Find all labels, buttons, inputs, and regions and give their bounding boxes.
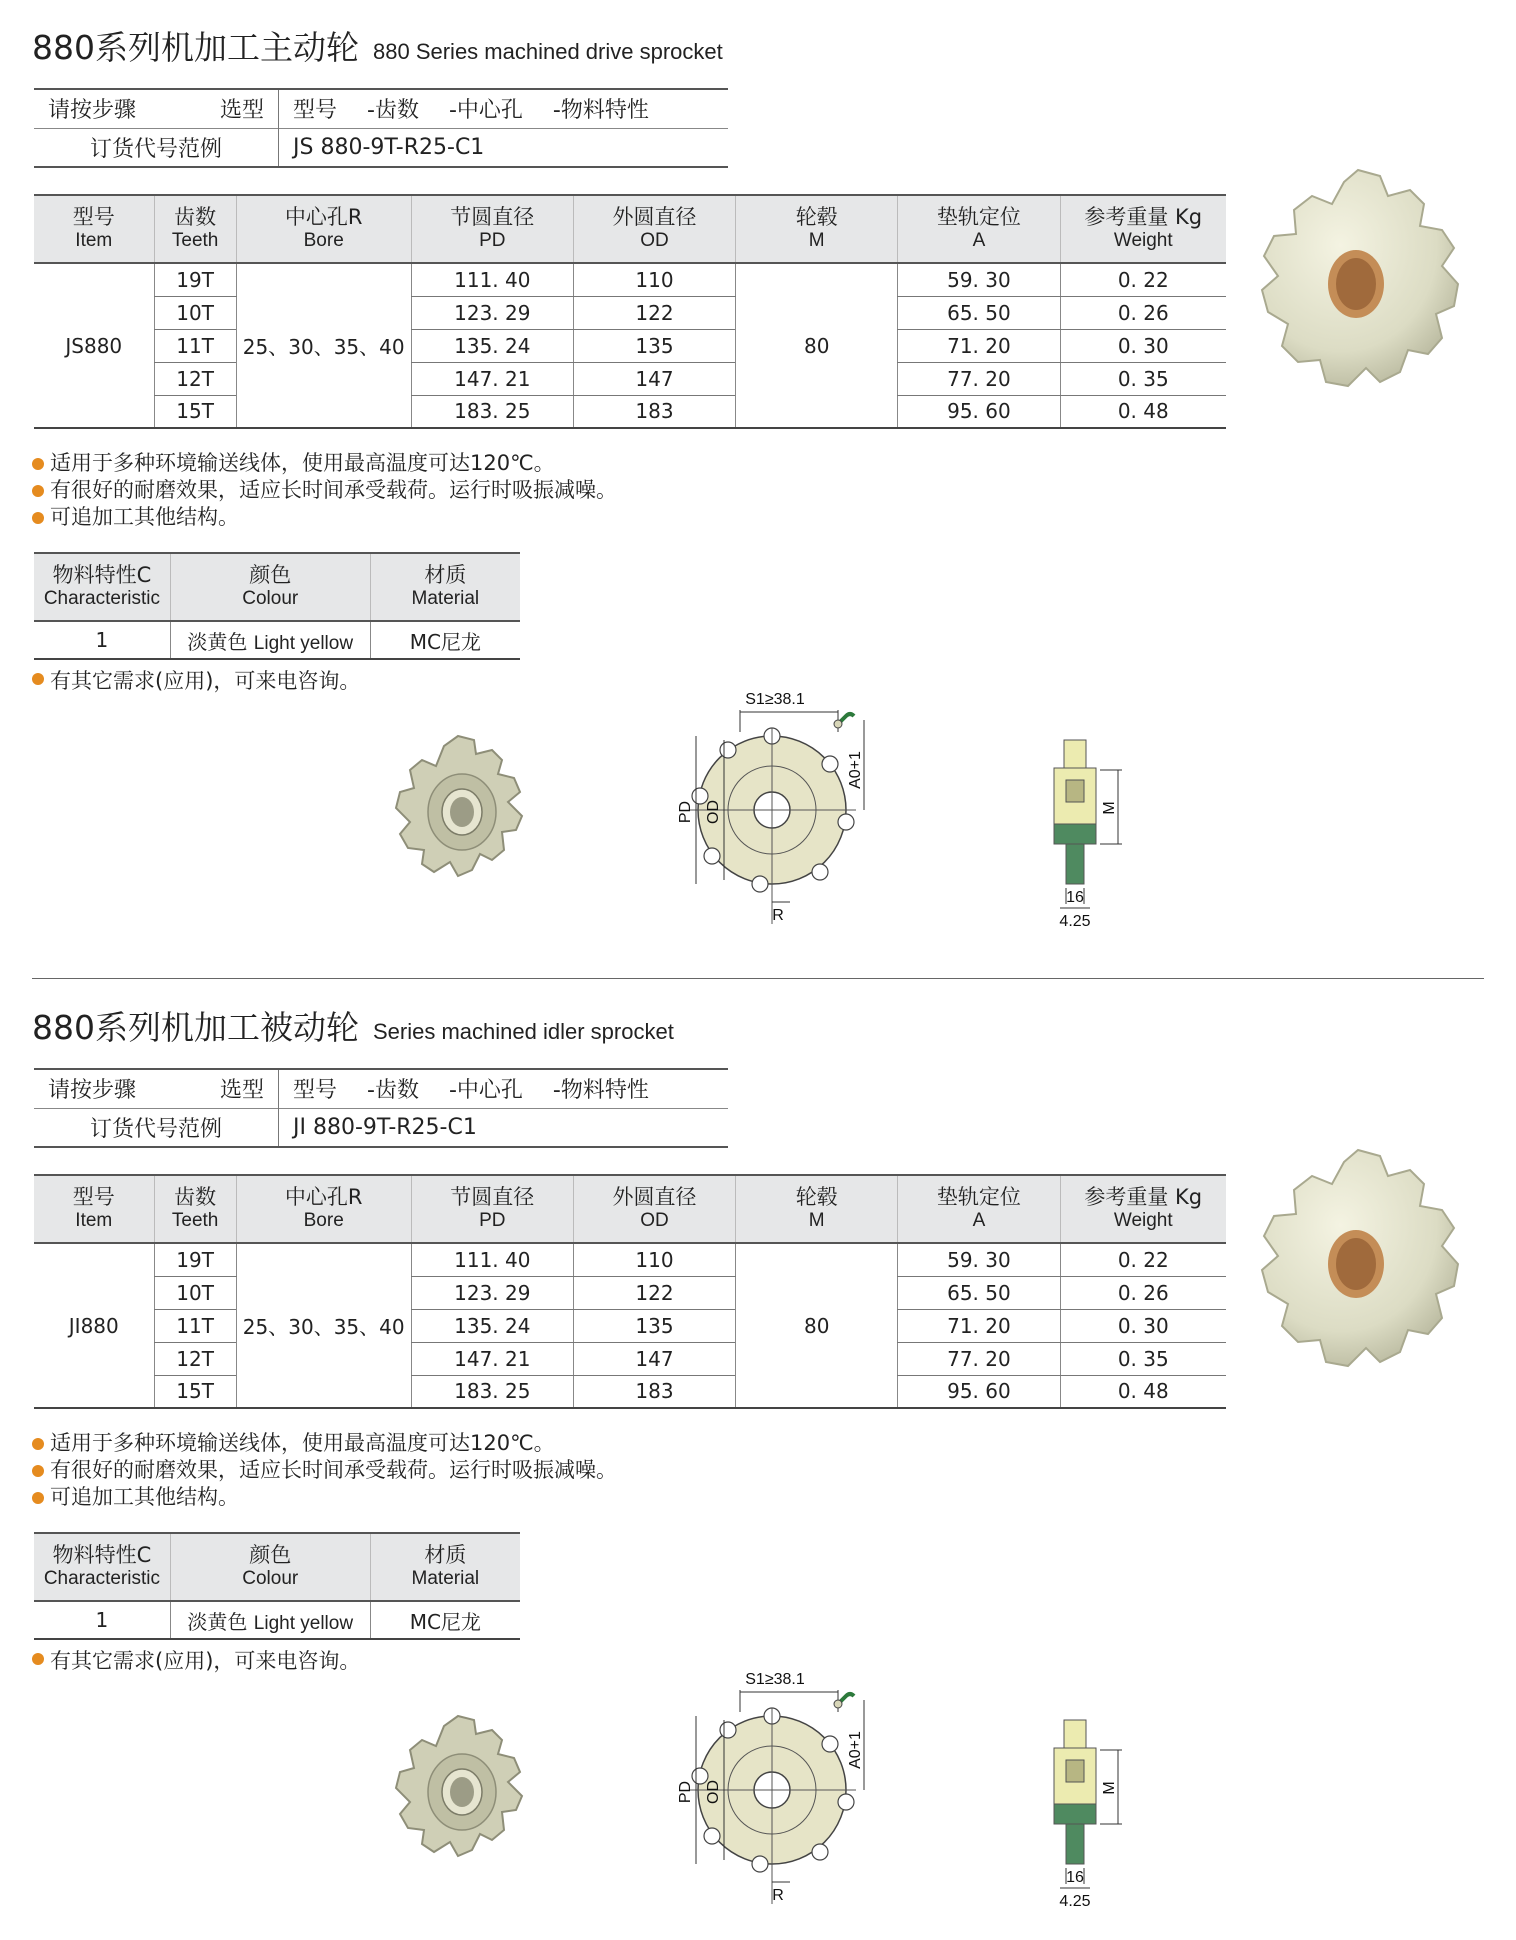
header-weight: 参考重量 Kg Weight xyxy=(1060,195,1226,263)
cell-od: 122 xyxy=(573,296,735,329)
od-dimension: OD xyxy=(705,800,722,824)
cell-od: 135 xyxy=(573,329,735,362)
header-pd: 节圆直径 PD xyxy=(411,195,573,263)
title-cn: 880系列机加工被动轮 xyxy=(32,1008,359,1047)
spec-header-row xyxy=(34,195,1226,263)
width-425-dimension: 4.25 xyxy=(1059,1893,1091,1910)
cell-weight: 0. 35 xyxy=(1060,362,1226,395)
header-material: 材质 Material xyxy=(370,553,520,621)
table-row xyxy=(34,296,1226,329)
m-dimension: M xyxy=(1101,1781,1118,1795)
table-row xyxy=(34,621,520,659)
cell-pd: 147. 21 xyxy=(411,362,573,395)
cell-hub: 80 xyxy=(736,1243,898,1408)
header-hub: 轮毂 M xyxy=(736,1175,898,1243)
sprocket-dimension-drawing xyxy=(650,688,900,938)
header-od: 外圆直径 OD xyxy=(573,195,735,263)
note-item: 可追加工其他结构。 xyxy=(32,1484,617,1511)
order-steps: 型号 -齿数 -中心孔 -物料特性 xyxy=(279,1069,729,1108)
order-example-label: 订货代号范例 xyxy=(34,1108,279,1147)
cell-a: 77. 20 xyxy=(898,1342,1060,1375)
cell-weight: 0. 26 xyxy=(1060,1276,1226,1309)
header-colour: 颜色 Colour xyxy=(170,553,370,621)
cell-a: 59. 30 xyxy=(898,1243,1060,1276)
feature-notes xyxy=(32,1430,617,1511)
cell-weight: 0. 35 xyxy=(1060,1342,1226,1375)
header-bore: 中心孔R Bore xyxy=(236,195,411,263)
order-example-value: JI 880-9T-R25-C1 xyxy=(279,1108,729,1147)
cell-a: 65. 50 xyxy=(898,296,1060,329)
section-title xyxy=(32,1002,674,1049)
cell-od: 122 xyxy=(573,1276,735,1309)
cell-hub: 80 xyxy=(736,263,898,428)
header-a: 垫轨定位 A xyxy=(898,195,1060,263)
title-cn: 880系列机加工主动轮 xyxy=(32,28,359,67)
cell-pd: 183. 25 xyxy=(411,395,573,428)
table-row xyxy=(34,1375,1226,1408)
title-en: Series machined idler sprocket xyxy=(373,1019,674,1044)
table-row xyxy=(34,362,1226,395)
cell-pd: 135. 24 xyxy=(411,329,573,362)
width-425-dimension: 4.25 xyxy=(1059,913,1091,930)
a0-dimension: A0+1 xyxy=(847,751,864,789)
sprocket-photo xyxy=(1236,1136,1476,1406)
table-row xyxy=(34,329,1226,362)
cell-weight: 0. 48 xyxy=(1060,1375,1226,1408)
header-item: 型号 Item xyxy=(34,1175,154,1243)
cell-teeth: 12T xyxy=(154,362,236,395)
drive-sprocket-section xyxy=(0,0,1516,960)
header-od: 外圆直径 OD xyxy=(573,1175,735,1243)
table-row xyxy=(34,395,1226,428)
char-header-row xyxy=(34,1533,520,1601)
section-divider xyxy=(32,978,1484,979)
consult-note: 有其它需求(应用)，可来电咨询。 xyxy=(32,1645,360,1675)
cell-a: 95. 60 xyxy=(898,1375,1060,1408)
feature-notes xyxy=(32,450,617,531)
cell-teeth: 11T xyxy=(154,329,236,362)
pd-dimension: PD xyxy=(677,800,694,824)
spec-header-row xyxy=(34,1175,1226,1243)
header-characteristic: 物料特性C Characteristic xyxy=(34,553,170,621)
characteristic-table xyxy=(34,552,520,660)
header-teeth: 齿数 Teeth xyxy=(154,195,236,263)
order-example-value: JS 880-9T-R25-C1 xyxy=(279,128,729,167)
sprocket-dimension-drawing xyxy=(650,1668,900,1918)
cell-od: 147 xyxy=(573,362,735,395)
cell-weight: 0. 26 xyxy=(1060,296,1226,329)
cell-teeth: 10T xyxy=(154,1276,236,1309)
title-en: 880 Series machined drive sprocket xyxy=(373,39,723,64)
order-step-label: 请按步骤 选型 xyxy=(34,1069,279,1108)
cell-od: 135 xyxy=(573,1309,735,1342)
char-header-row xyxy=(34,553,520,621)
note-item: 适用于多种环境输送线体，使用最高温度可达120℃。 xyxy=(32,1430,617,1457)
spec-table xyxy=(34,194,1226,429)
cell-weight: 0. 30 xyxy=(1060,1309,1226,1342)
cell-item: JS880 xyxy=(34,263,154,428)
cell-teeth: 15T xyxy=(154,1375,236,1408)
cell-a: 65. 50 xyxy=(898,1276,1060,1309)
r-dimension: R xyxy=(772,1887,784,1904)
s1-dimension: S1≥38.1 xyxy=(745,1671,805,1688)
cell-od: 110 xyxy=(573,1243,735,1276)
cell-material: MC尼龙 xyxy=(370,1601,520,1639)
m-dimension: M xyxy=(1101,801,1118,815)
cell-od: 183 xyxy=(573,1375,735,1408)
cell-a: 77. 20 xyxy=(898,362,1060,395)
cell-material: MC尼龙 xyxy=(370,621,520,659)
cell-bore: 25、30、35、40 xyxy=(236,263,411,428)
cell-a: 59. 30 xyxy=(898,263,1060,296)
a0-dimension: A0+1 xyxy=(847,1731,864,1769)
s1-dimension: S1≥38.1 xyxy=(745,691,805,708)
consult-note: 有其它需求(应用)，可来电咨询。 xyxy=(32,665,360,695)
header-weight: 参考重量 Kg Weight xyxy=(1060,1175,1226,1243)
cell-code: 1 xyxy=(34,621,170,659)
cell-colour: 淡黄色 Light yellow xyxy=(170,621,370,659)
cell-colour: 淡黄色 Light yellow xyxy=(170,1601,370,1639)
sprocket-small-photo xyxy=(380,730,536,890)
table-row xyxy=(34,1276,1226,1309)
cell-weight: 0. 22 xyxy=(1060,1243,1226,1276)
cell-teeth: 19T xyxy=(154,1243,236,1276)
header-colour: 颜色 Colour xyxy=(170,1533,370,1601)
table-row xyxy=(34,1243,1226,1276)
sprocket-photo xyxy=(1236,156,1476,426)
characteristic-table xyxy=(34,1532,520,1640)
cell-code: 1 xyxy=(34,1601,170,1639)
cell-od: 110 xyxy=(573,263,735,296)
cell-bore: 25、30、35、40 xyxy=(236,1243,411,1408)
r-dimension: R xyxy=(772,907,784,924)
header-pd: 节圆直径 PD xyxy=(411,1175,573,1243)
cell-teeth: 11T xyxy=(154,1309,236,1342)
cell-teeth: 10T xyxy=(154,296,236,329)
sprocket-side-view xyxy=(1030,738,1140,938)
width-16-dimension: 16 xyxy=(1066,1869,1084,1886)
cell-pd: 135. 24 xyxy=(411,1309,573,1342)
cell-pd: 123. 29 xyxy=(411,1276,573,1309)
sprocket-side-view xyxy=(1030,1718,1140,1918)
header-characteristic: 物料特性C Characteristic xyxy=(34,1533,170,1601)
cell-teeth: 12T xyxy=(154,1342,236,1375)
cell-weight: 0. 22 xyxy=(1060,263,1226,296)
header-item: 型号 Item xyxy=(34,195,154,263)
cell-a: 95. 60 xyxy=(898,395,1060,428)
order-guide-table xyxy=(34,88,728,168)
cell-weight: 0. 48 xyxy=(1060,395,1226,428)
cell-od: 183 xyxy=(573,395,735,428)
cell-pd: 111. 40 xyxy=(411,1243,573,1276)
cell-teeth: 19T xyxy=(154,263,236,296)
cell-weight: 0. 30 xyxy=(1060,329,1226,362)
table-row xyxy=(34,1342,1226,1375)
cell-pd: 123. 29 xyxy=(411,296,573,329)
table-row xyxy=(34,1309,1226,1342)
table-row xyxy=(34,263,1226,296)
header-hub: 轮毂 M xyxy=(736,195,898,263)
header-a: 垫轨定位 A xyxy=(898,1175,1060,1243)
sprocket-small-photo xyxy=(380,1710,536,1870)
cell-a: 71. 20 xyxy=(898,1309,1060,1342)
note-item: 可追加工其他结构。 xyxy=(32,504,617,531)
cell-item: JI880 xyxy=(34,1243,154,1408)
od-dimension: OD xyxy=(705,1780,722,1804)
cell-teeth: 15T xyxy=(154,395,236,428)
order-step-label: 请按步骤 选型 xyxy=(34,89,279,128)
note-item: 适用于多种环境输送线体，使用最高温度可达120℃。 xyxy=(32,450,617,477)
idler-sprocket-section xyxy=(0,980,1516,1940)
cell-pd: 183. 25 xyxy=(411,1375,573,1408)
header-material: 材质 Material xyxy=(370,1533,520,1601)
cell-pd: 111. 40 xyxy=(411,263,573,296)
order-guide-table xyxy=(34,1068,728,1148)
note-item: 有很好的耐磨效果，适应长时间承受载荷。运行时吸振减噪。 xyxy=(32,477,617,504)
width-16-dimension: 16 xyxy=(1066,889,1084,906)
pd-dimension: PD xyxy=(677,1780,694,1804)
order-example-label: 订货代号范例 xyxy=(34,128,279,167)
section-title xyxy=(32,22,723,69)
cell-od: 147 xyxy=(573,1342,735,1375)
cell-a: 71. 20 xyxy=(898,329,1060,362)
note-item: 有很好的耐磨效果，适应长时间承受载荷。运行时吸振减噪。 xyxy=(32,1457,617,1484)
spec-table xyxy=(34,1174,1226,1409)
header-bore: 中心孔R Bore xyxy=(236,1175,411,1243)
order-steps: 型号 -齿数 -中心孔 -物料特性 xyxy=(279,89,729,128)
header-teeth: 齿数 Teeth xyxy=(154,1175,236,1243)
table-row xyxy=(34,1601,520,1639)
cell-pd: 147. 21 xyxy=(411,1342,573,1375)
